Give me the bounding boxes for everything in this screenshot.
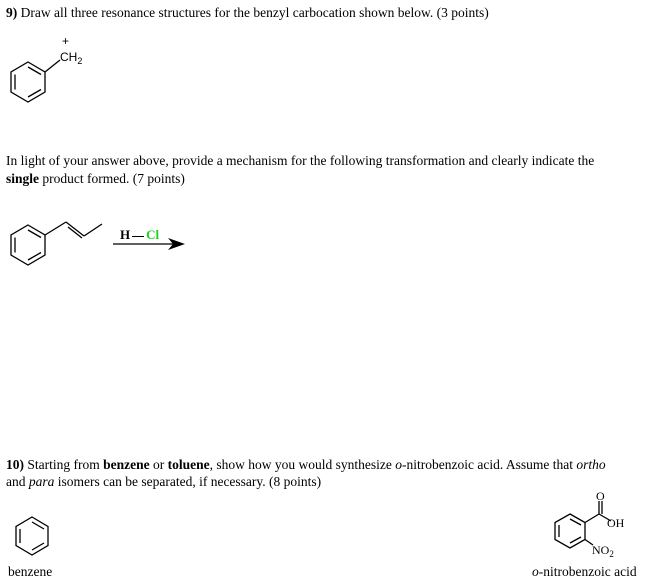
product-caption-o: o: [532, 564, 539, 579]
ch-label: CH: [60, 50, 78, 64]
q10-text-1: Starting from: [27, 457, 104, 472]
toluene-emphasis: toluene: [167, 457, 210, 472]
o-prefix: o: [395, 457, 402, 472]
q10-prompt-line2: [6, 473, 321, 491]
product-caption: [532, 563, 637, 581]
alkene-bond: [66, 222, 84, 236]
o-nitrobenzoic-acid-structure: [545, 490, 635, 565]
reagent-cl: Cl: [146, 227, 160, 242]
reagent-bond: [132, 236, 144, 237]
allyl-bond-1: [45, 222, 66, 235]
q10-line2-text-1: and: [6, 474, 29, 489]
mechanism-line2-rest: product formed. (7 points): [39, 171, 185, 186]
phenylpropene-ring: [11, 225, 45, 265]
q9-prompt: [6, 4, 489, 22]
carboxyl-bond: [585, 514, 599, 523]
benzene-caption: benzene: [8, 564, 53, 579]
q10-prompt-line1: [6, 456, 606, 474]
para-word: para: [28, 474, 55, 489]
q10-text-2: or: [149, 457, 168, 472]
mechanism-prompt-line1: In light of your answer above, provide a mechanism for the following transformation and clearly indicate the: [6, 153, 595, 168]
q9-text: Draw all three resonance structures for the benzyl carbocation shown below. (3 points): [20, 5, 489, 20]
q10-text-4: -nitrobenzoic acid. Assume that: [402, 457, 577, 472]
no-label: NO: [592, 543, 610, 557]
ch2-label: [60, 50, 82, 66]
nitrobenzoic-ring: [555, 514, 585, 548]
single-emphasis: single: [6, 171, 40, 186]
q10-line2-text-2: isomers can be separated, if necessary. (8 points): [54, 474, 322, 489]
q9-number: 9): [6, 5, 18, 20]
product-caption-rest: -nitrobenzoic acid: [538, 564, 637, 579]
reaction-arrow: [113, 238, 193, 250]
benzyl-ring: [11, 62, 45, 102]
benzyl-cation-structure: [0, 32, 110, 102]
methyl-bond: [84, 224, 102, 236]
benzyl-bond: [45, 60, 60, 72]
nitro-label: [592, 543, 614, 559]
q10-number: 10): [6, 457, 24, 472]
q10-text-3: , show how you would synthesize: [209, 457, 396, 472]
carbonyl-oxygen: O: [596, 489, 605, 503]
mechanism-prompt-line2: [6, 170, 185, 188]
reagent-h: H: [120, 227, 131, 242]
hydroxyl-label: OH: [607, 516, 625, 530]
no2-subscript: 2: [609, 549, 614, 559]
cation-charge: +: [62, 34, 70, 48]
benzene-structure: [0, 515, 60, 565]
ortho-word: ortho: [576, 457, 606, 472]
phenylpropene-structure: [0, 210, 110, 270]
benzene-emphasis: benzene: [103, 457, 150, 472]
ch2-subscript: 2: [77, 56, 83, 66]
